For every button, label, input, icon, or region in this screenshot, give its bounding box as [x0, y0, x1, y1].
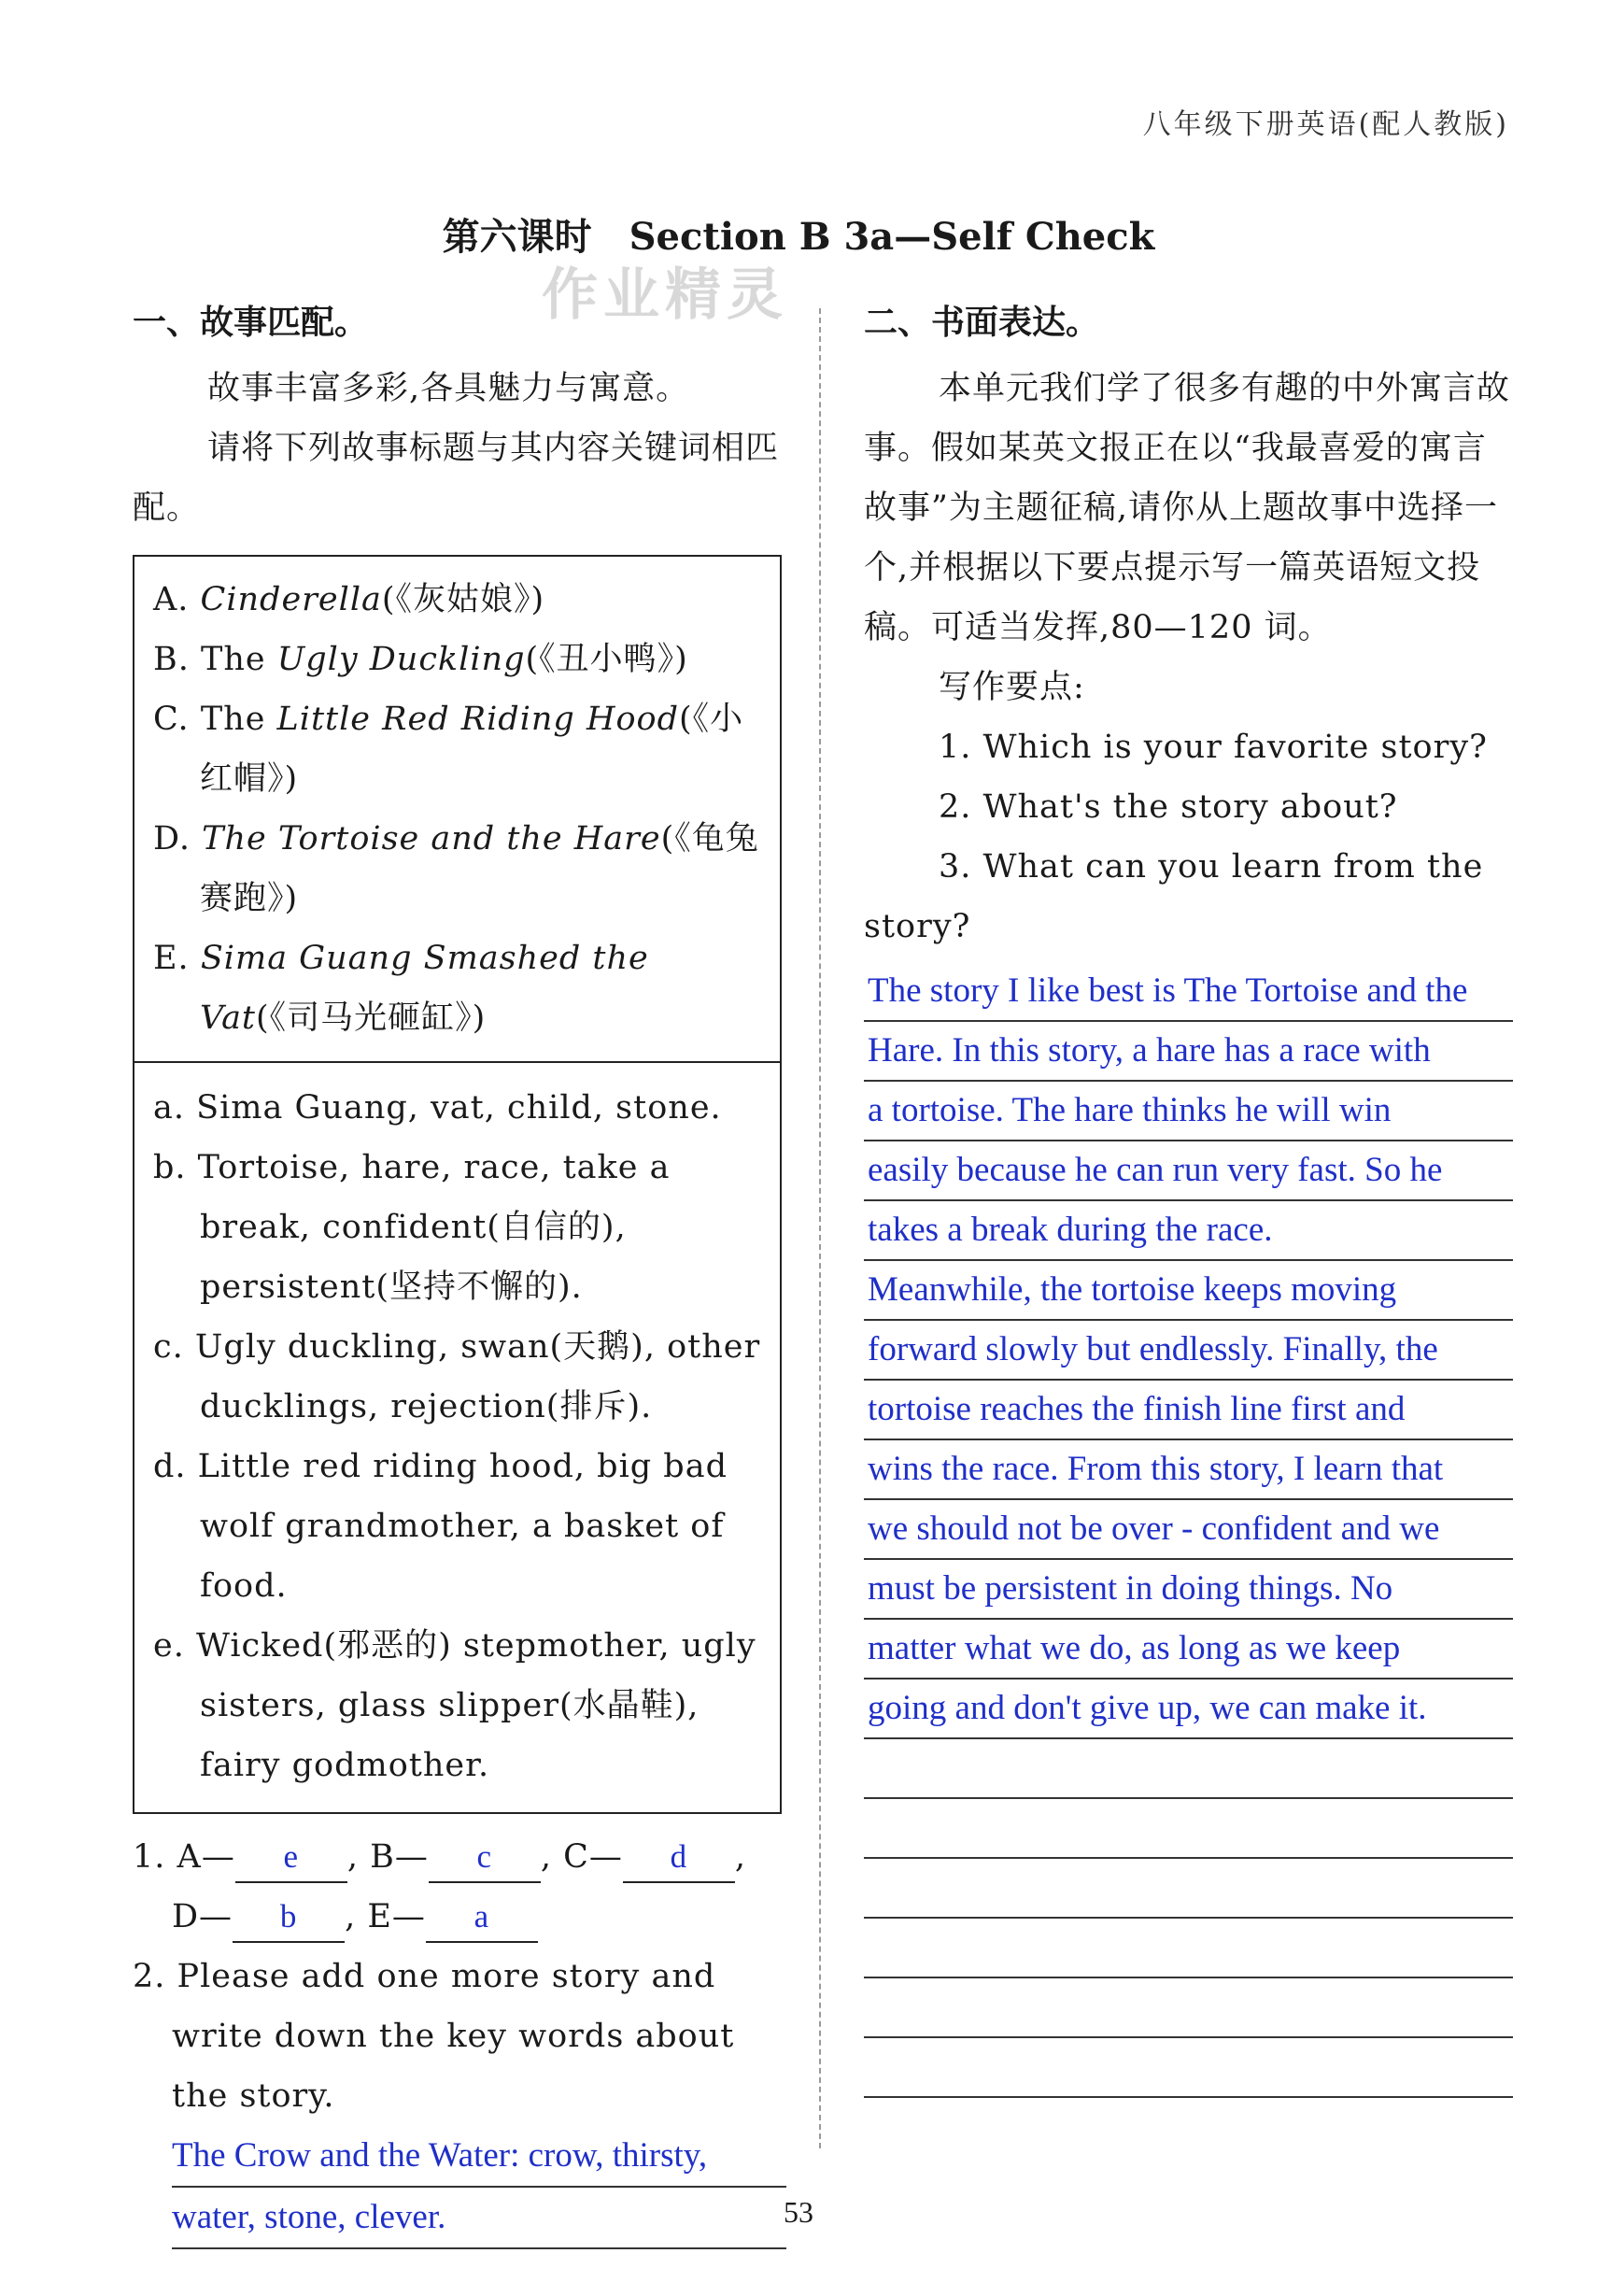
- book-title-header: 八年级下册英语(配人教版): [1142, 108, 1509, 141]
- story-letter: D.: [153, 820, 191, 857]
- keywords-list: [134, 1063, 780, 1812]
- story-title-prefix: The: [201, 641, 277, 678]
- essay-line[interactable]: takes a break during the race.: [864, 1201, 1513, 1261]
- story-title-text: Sima Guang Smashed the Vat: [200, 940, 649, 1037]
- essay-line[interactable]: a tortoise. The hare thinks he will win: [864, 1082, 1513, 1141]
- story-letter: C.: [153, 701, 190, 738]
- part1-intro1: 故事丰富多彩,各具魅力与寓意。: [207, 370, 690, 407]
- writing-point-2: 2. What's the story about?: [939, 788, 1398, 826]
- essay-line[interactable]: The story I like best is The Tortoise and the: [864, 962, 1513, 1022]
- essay-line[interactable]: [864, 1799, 1513, 1859]
- essay-writing-area[interactable]: [864, 962, 1513, 2098]
- essay-line[interactable]: forward slowly but endlessly. Finally, the: [864, 1321, 1513, 1381]
- story-title-item: [153, 689, 763, 809]
- essay-line[interactable]: [864, 1739, 1513, 1799]
- keyword-item: b. Tortoise, hare, race, take a break, confident(自信的), persistent(坚持不懈的).: [153, 1149, 671, 1306]
- part2-instructions: 本单元我们学了很多有趣的中外寓言故事。假如某英文报正在以“我最喜爱的寓言故事”为主题征稿,请你从上题故事中选择一个,并根据以下要点提示写一篇英语短文投稿。可适当发挥,80—120 词。: [864, 370, 1511, 646]
- essay-line[interactable]: going and don't give up, we can make it.: [864, 1679, 1513, 1739]
- q1-label-e: E—: [367, 1898, 426, 1935]
- answer-blank-d[interactable]: b: [233, 1892, 345, 1943]
- essay-line[interactable]: [864, 1978, 1513, 2038]
- matching-box: [133, 555, 782, 1814]
- page-number: 53: [784, 2195, 813, 2229]
- q1-answers: 1. A— e , B— c , C— d ,: [133, 1827, 791, 1887]
- essay-line[interactable]: Hare. In this story, a hare has a race with: [864, 1022, 1513, 1082]
- story-letter: B.: [153, 641, 190, 678]
- answer-blank-c[interactable]: d: [623, 1833, 735, 1883]
- answer-blank-a[interactable]: e: [235, 1833, 347, 1883]
- q1-label-c: C—: [563, 1838, 623, 1876]
- story-title-chinese: (《小红帽》): [200, 701, 744, 798]
- story-title-chinese: (《龟兔赛跑》): [200, 820, 759, 917]
- keyword-item: e. Wicked(邪恶的) stepmother, ugly sisters, glass slipper(水晶鞋), fairy godmother.: [153, 1627, 756, 1784]
- writing-point-3: 3. What can you learn from the story?: [864, 848, 1484, 945]
- page-title: 第六课时 Section B 3a—Self Check: [442, 215, 1155, 259]
- q1-label-a: A—: [177, 1838, 235, 1876]
- writing-points-label: 写作要点:: [939, 669, 1085, 706]
- story-title-text: Ugly Duckling: [276, 641, 526, 678]
- keyword-item: a. Sima Guang, vat, child, stone.: [153, 1089, 722, 1127]
- story-titles-list: [134, 557, 780, 1063]
- essay-line[interactable]: must be persistent in doing things. No: [864, 1560, 1513, 1620]
- essay-line[interactable]: [864, 1919, 1513, 1978]
- story-title-prefix: The: [200, 701, 277, 738]
- q1-label-b: B—: [370, 1838, 429, 1876]
- q2-answer-line-1[interactable]: The Crow and the Water: crow, thirsty,: [172, 2126, 786, 2188]
- q1-label-d: D—: [172, 1898, 233, 1935]
- story-title-text: Cinderella: [200, 581, 382, 618]
- answer-blank-b[interactable]: c: [429, 1833, 541, 1883]
- q1-answers-row2: D— b , E— a: [133, 1887, 791, 1947]
- column-divider: [819, 308, 821, 2148]
- q1-number: 1.: [133, 1838, 166, 1876]
- part1-section: [133, 299, 791, 2249]
- story-title-text: The Tortoise and the Hare: [202, 820, 661, 857]
- q2-prompt: 2. Please add one more story and write down the key words about the story.: [133, 1958, 735, 2115]
- part2-heading: 二、书面表达。: [864, 304, 1100, 342]
- story-title-text: Little Red Riding Hood: [276, 701, 680, 738]
- story-letter: A.: [153, 581, 190, 618]
- essay-line[interactable]: [864, 2038, 1513, 2098]
- essay-line[interactable]: easily because he can run very fast. So he: [864, 1141, 1513, 1201]
- keyword-item: d. Little red riding hood, big bad wolf grandmother, a basket of food.: [153, 1448, 728, 1605]
- story-title-chinese: (《丑小鸭》): [525, 641, 688, 678]
- story-title-chinese: (《司马光砸缸》): [256, 999, 487, 1037]
- essay-line[interactable]: matter what we do, as long as we keep: [864, 1620, 1513, 1679]
- story-title-item: [153, 928, 763, 1048]
- part1-heading: 一、故事匹配。: [133, 304, 369, 342]
- story-letter: E.: [153, 940, 190, 977]
- essay-line[interactable]: [864, 1859, 1513, 1919]
- story-title-item: [153, 630, 763, 689]
- part1-intro2: 请将下列故事标题与其内容关键词相匹配。: [133, 430, 780, 527]
- story-title-item: [153, 570, 763, 630]
- q2-answer-line-2[interactable]: water, stone, clever.: [172, 2188, 786, 2249]
- part2-section: [864, 299, 1513, 2098]
- essay-line[interactable]: Meanwhile, the tortoise keeps moving: [864, 1261, 1513, 1321]
- essay-line[interactable]: tortoise reaches the finish line first and: [864, 1381, 1513, 1440]
- essay-line[interactable]: wins the race. From this story, I learn that: [864, 1440, 1513, 1500]
- answer-blank-e[interactable]: a: [426, 1892, 538, 1943]
- story-title-chinese: (《灰姑娘》): [381, 581, 545, 618]
- writing-point-1: 1. Which is your favorite story?: [939, 729, 1488, 766]
- keyword-item: c. Ugly duckling, swan(天鹅), other ducklings, rejection(排斥).: [153, 1328, 761, 1425]
- essay-line[interactable]: we should not be over - confident and we: [864, 1500, 1513, 1560]
- story-title-item: [153, 809, 763, 928]
- watermark-logo: 作业精灵: [542, 262, 788, 328]
